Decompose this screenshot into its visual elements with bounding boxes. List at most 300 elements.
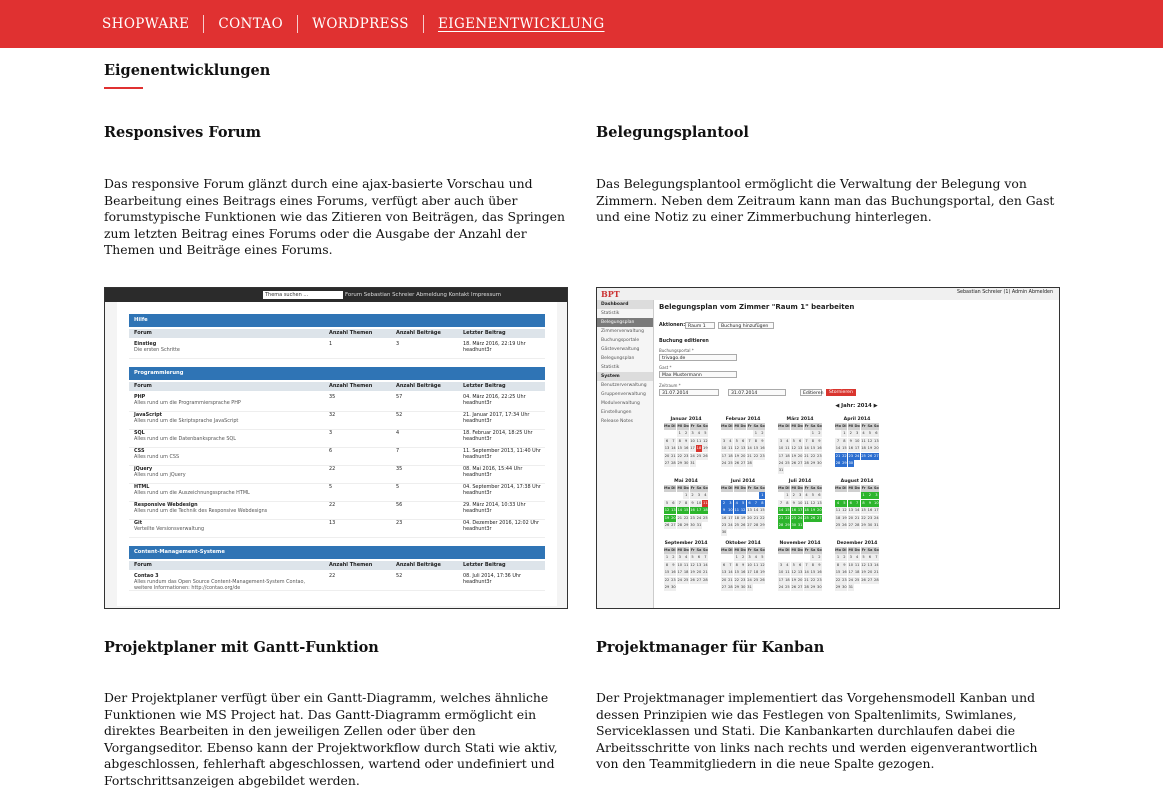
calendar-day[interactable]: 19 bbox=[861, 570, 866, 575]
calendar-day[interactable]: 14 bbox=[804, 570, 809, 575]
calendar-day[interactable]: 25 bbox=[683, 577, 689, 582]
calendar-day[interactable]: 16 bbox=[690, 508, 695, 513]
calendar-day[interactable]: 19 bbox=[734, 453, 740, 458]
calendar-day[interactable]: 14 bbox=[747, 446, 752, 451]
calendar-day[interactable]: 14 bbox=[671, 446, 676, 451]
calendar-day[interactable]: 8 bbox=[735, 562, 738, 567]
calendar-day[interactable]: 30 bbox=[848, 460, 854, 465]
calendar-day[interactable]: 24 bbox=[778, 460, 784, 465]
calendar-day[interactable]: 25 bbox=[703, 515, 708, 520]
calendar-day[interactable]: 29 bbox=[664, 584, 670, 589]
calendar-day[interactable]: 1 bbox=[735, 555, 738, 560]
calendar-day[interactable]: 7 bbox=[672, 438, 675, 443]
calendar-day[interactable]: 27 bbox=[817, 515, 822, 520]
calendar-day[interactable]: 21 bbox=[778, 515, 784, 520]
calendar-day[interactable]: 5 bbox=[792, 438, 795, 443]
calendar-day[interactable]: 13 bbox=[867, 562, 873, 567]
calendar-day[interactable]: 15 bbox=[861, 508, 866, 513]
calendar-day[interactable]: 6 bbox=[799, 438, 802, 443]
calendar-day[interactable]: 23 bbox=[867, 515, 873, 520]
calendar-day[interactable]: 30 bbox=[671, 584, 676, 589]
calendar-day[interactable]: 5 bbox=[691, 555, 694, 560]
calendar-day[interactable]: 15 bbox=[810, 570, 816, 575]
calendar-day[interactable]: 30 bbox=[791, 522, 797, 527]
calendar-day[interactable]: 21 bbox=[804, 453, 809, 458]
calendar-day[interactable]: 23 bbox=[740, 577, 746, 582]
calendar-day[interactable]: 2 bbox=[818, 431, 821, 436]
calendar-day[interactable]: 24 bbox=[690, 453, 695, 458]
calendar-day[interactable]: 19 bbox=[867, 446, 873, 451]
calendar-day[interactable]: 31 bbox=[848, 584, 854, 589]
calendar-day[interactable]: 26 bbox=[740, 522, 746, 527]
calendar-day[interactable]: 10 bbox=[721, 446, 727, 451]
calendar-day[interactable]: 25 bbox=[785, 584, 790, 589]
calendar-day[interactable]: 17 bbox=[854, 446, 860, 451]
calendar-day[interactable]: 14 bbox=[778, 508, 784, 513]
calendar-day[interactable]: 28 bbox=[778, 522, 784, 527]
calendar-day[interactable]: 2 bbox=[722, 500, 726, 505]
calendar-day[interactable]: 8 bbox=[665, 562, 669, 567]
calendar-day[interactable]: 14 bbox=[728, 570, 733, 575]
calendar-day[interactable]: 23 bbox=[817, 577, 822, 582]
calendar-day[interactable]: 14 bbox=[677, 508, 683, 513]
calendar-day[interactable]: 10 bbox=[854, 438, 860, 443]
calendar-day[interactable]: 5 bbox=[843, 500, 846, 505]
calendar-day[interactable]: 20 bbox=[671, 515, 676, 520]
calendar-day[interactable]: 3 bbox=[779, 562, 783, 567]
calendar-day[interactable]: 22 bbox=[835, 577, 841, 582]
calendar-day[interactable]: 13 bbox=[740, 446, 746, 451]
calendar-day[interactable]: 16 bbox=[817, 570, 822, 575]
calendar-day[interactable]: 24 bbox=[778, 584, 784, 589]
calendar-day[interactable]: 10 bbox=[797, 500, 803, 505]
calendar-day[interactable]: 16 bbox=[867, 508, 873, 513]
calendar-day[interactable]: 4 bbox=[735, 500, 738, 505]
calendar-day[interactable]: 17 bbox=[797, 508, 803, 513]
calendar-day[interactable]: 6 bbox=[748, 500, 751, 505]
calendar-day[interactable]: 23 bbox=[683, 453, 689, 458]
calendar-day[interactable]: 20 bbox=[740, 453, 746, 458]
calendar-day[interactable]: 19 bbox=[791, 453, 797, 458]
calendar-day[interactable]: 26 bbox=[690, 577, 695, 582]
calendar-day[interactable]: 23 bbox=[671, 577, 676, 582]
calendar-day[interactable]: 10 bbox=[778, 446, 784, 451]
calendar-day[interactable]: 29 bbox=[810, 460, 816, 465]
calendar-day[interactable]: 16 bbox=[817, 446, 822, 451]
calendar-day[interactable]: 13 bbox=[817, 500, 822, 505]
calendar-day[interactable]: 22 bbox=[785, 515, 790, 520]
calendar-day[interactable]: 13 bbox=[721, 570, 727, 575]
calendar-day[interactable]: 16 bbox=[848, 446, 854, 451]
calendar-day[interactable]: 20 bbox=[874, 446, 879, 451]
calendar-day[interactable]: 11 bbox=[734, 508, 740, 513]
calendar-day[interactable]: 28 bbox=[753, 522, 759, 527]
calendar-day[interactable]: 25 bbox=[854, 577, 860, 582]
calendar-day[interactable]: 27 bbox=[874, 453, 879, 458]
calendar-day[interactable]: 23 bbox=[817, 453, 822, 458]
calendar-day[interactable]: 6 bbox=[868, 555, 872, 560]
calendar-day[interactable]: 23 bbox=[721, 522, 727, 527]
calendar-day[interactable]: 22 bbox=[683, 515, 689, 520]
calendar-day[interactable]: 6 bbox=[849, 500, 852, 505]
calendar-day[interactable]: 18 bbox=[835, 515, 841, 520]
calendar-day[interactable]: 27 bbox=[747, 522, 752, 527]
calendar-day[interactable]: 19 bbox=[664, 515, 670, 520]
calendar-day[interactable]: 17 bbox=[690, 446, 695, 451]
calendar-day[interactable]: 16 bbox=[791, 508, 797, 513]
calendar-day[interactable]: 12 bbox=[760, 562, 765, 567]
calendar-day[interactable]: 16 bbox=[740, 570, 746, 575]
calendar-day[interactable]: 24 bbox=[747, 577, 752, 582]
calendar-day[interactable]: 26 bbox=[842, 522, 847, 527]
calendar-day[interactable]: 18 bbox=[696, 446, 702, 451]
calendar-day[interactable]: 10 bbox=[728, 508, 733, 513]
calendar-day[interactable]: 4 bbox=[805, 493, 808, 498]
calendar-day[interactable]: 30 bbox=[817, 584, 822, 589]
calendar-day[interactable]: 21 bbox=[835, 453, 841, 458]
calendar-day[interactable]: 8 bbox=[754, 438, 758, 443]
calendar-day[interactable]: 5 bbox=[868, 431, 872, 436]
calendar-day[interactable]: 2 bbox=[818, 555, 821, 560]
calendar-day[interactable]: 18 bbox=[804, 508, 809, 513]
calendar-day[interactable]: 24 bbox=[721, 460, 727, 465]
calendar-day[interactable]: 25 bbox=[835, 522, 841, 527]
calendar-day[interactable]: 20 bbox=[817, 508, 822, 513]
calendar-day[interactable]: 20 bbox=[848, 515, 854, 520]
calendar-day[interactable]: 1 bbox=[836, 555, 840, 560]
calendar-day[interactable]: 29 bbox=[785, 522, 790, 527]
calendar-day[interactable]: 29 bbox=[760, 522, 765, 527]
calendar-day[interactable]: 12 bbox=[703, 438, 708, 443]
calendar-day[interactable]: 24 bbox=[728, 522, 733, 527]
calendar-day[interactable]: 5 bbox=[862, 555, 865, 560]
calendar-day[interactable]: 9 bbox=[761, 438, 764, 443]
calendar-day[interactable]: 24 bbox=[797, 515, 803, 520]
calendar-day[interactable]: 3 bbox=[799, 493, 802, 498]
calendar-day[interactable]: 3 bbox=[722, 438, 726, 443]
calendar-day[interactable]: 19 bbox=[740, 515, 746, 520]
calendar-day[interactable]: 17 bbox=[677, 570, 683, 575]
calendar-day[interactable]: 8 bbox=[843, 438, 846, 443]
calendar-day[interactable]: 18 bbox=[785, 577, 790, 582]
calendar-day[interactable]: 9 bbox=[868, 500, 872, 505]
calendar-day[interactable]: 19 bbox=[810, 508, 816, 513]
calendar-day[interactable]: 31 bbox=[690, 460, 695, 465]
calendar-day[interactable]: 6 bbox=[665, 438, 669, 443]
calendar-day[interactable]: 9 bbox=[722, 508, 726, 513]
calendar-day[interactable]: 11 bbox=[804, 500, 809, 505]
calendar-day[interactable]: 4 bbox=[729, 438, 732, 443]
calendar-day[interactable]: 3 bbox=[691, 431, 694, 436]
calendar-day[interactable]: 7 bbox=[748, 438, 751, 443]
calendar-day[interactable]: 19 bbox=[842, 515, 847, 520]
calendar-day[interactable]: 22 bbox=[664, 577, 670, 582]
calendar-day[interactable]: 26 bbox=[810, 515, 816, 520]
calendar-day[interactable]: 1 bbox=[811, 431, 815, 436]
calendar-day[interactable]: 20 bbox=[664, 453, 670, 458]
calendar-day[interactable]: 9 bbox=[672, 562, 675, 567]
calendar-day[interactable]: 19 bbox=[690, 570, 695, 575]
calendar-day[interactable]: 17 bbox=[778, 453, 784, 458]
calendar-day[interactable]: 15 bbox=[683, 508, 689, 513]
calendar-day[interactable]: 6 bbox=[818, 493, 821, 498]
calendar-day[interactable]: 7 bbox=[779, 500, 783, 505]
calendar-day[interactable]: 9 bbox=[742, 562, 745, 567]
calendar-day[interactable]: 15 bbox=[734, 570, 740, 575]
calendar-day[interactable]: 18 bbox=[734, 515, 740, 520]
calendar-day[interactable]: 4 bbox=[862, 431, 865, 436]
calendar-day[interactable]: 25 bbox=[861, 453, 866, 458]
calendar-day[interactable]: 26 bbox=[867, 453, 873, 458]
calendar-day[interactable]: 15 bbox=[760, 508, 765, 513]
calendar-day[interactable]: 2 bbox=[792, 493, 795, 498]
calendar-day[interactable]: 24 bbox=[874, 515, 879, 520]
calendar-day[interactable]: 14 bbox=[835, 446, 841, 451]
calendar-day[interactable]: 28 bbox=[874, 577, 879, 582]
calendar-day[interactable]: 15 bbox=[677, 446, 683, 451]
calendar-day[interactable]: 19 bbox=[703, 446, 708, 451]
planner-screenshot[interactable] bbox=[596, 287, 1060, 609]
calendar-day[interactable]: 27 bbox=[797, 460, 803, 465]
calendar-day[interactable]: 12 bbox=[791, 446, 797, 451]
calendar-day[interactable]: 26 bbox=[664, 522, 670, 527]
calendar-day[interactable]: 30 bbox=[683, 460, 689, 465]
calendar-day[interactable]: 3 bbox=[697, 493, 701, 498]
calendar-day[interactable]: 21 bbox=[728, 577, 733, 582]
calendar-day[interactable]: 27 bbox=[740, 460, 746, 465]
calendar-day[interactable]: 1 bbox=[862, 493, 865, 498]
calendar-day[interactable]: 23 bbox=[791, 515, 797, 520]
calendar-day[interactable]: 28 bbox=[671, 460, 676, 465]
calendar-day[interactable]: 8 bbox=[862, 500, 865, 505]
calendar-day[interactable]: 28 bbox=[835, 460, 841, 465]
calendar-day[interactable]: 2 bbox=[761, 431, 764, 436]
calendar-day[interactable]: 16 bbox=[721, 515, 727, 520]
calendar-day[interactable]: 13 bbox=[747, 508, 752, 513]
calendar-day[interactable]: 21 bbox=[804, 577, 809, 582]
calendar-day[interactable]: 12 bbox=[734, 446, 740, 451]
calendar-day[interactable]: 21 bbox=[677, 515, 683, 520]
calendar-day[interactable]: 21 bbox=[874, 570, 879, 575]
calendar-day[interactable]: 16 bbox=[683, 446, 689, 451]
calendar-day[interactable]: 14 bbox=[804, 446, 809, 451]
calendar-day[interactable]: 25 bbox=[734, 522, 740, 527]
calendar-day[interactable]: 8 bbox=[761, 500, 764, 505]
calendar-day[interactable]: 21 bbox=[703, 570, 708, 575]
calendar-day[interactable]: 31 bbox=[778, 468, 784, 473]
calendar-day[interactable]: 2 bbox=[868, 493, 872, 498]
calendar-day[interactable]: 4 bbox=[836, 500, 840, 505]
calendar-day[interactable]: 18 bbox=[854, 570, 860, 575]
calendar-day[interactable]: 14 bbox=[703, 562, 708, 567]
calendar-day[interactable]: 26 bbox=[734, 460, 740, 465]
calendar-day[interactable]: 13 bbox=[696, 562, 702, 567]
calendar-day[interactable]: 3 bbox=[729, 500, 732, 505]
calendar-day[interactable]: 11 bbox=[785, 570, 790, 575]
calendar-day[interactable]: 3 bbox=[875, 493, 878, 498]
calendar-day[interactable]: 5 bbox=[742, 500, 745, 505]
calendar-day[interactable]: 7 bbox=[678, 500, 681, 505]
calendar-day[interactable]: 5 bbox=[792, 562, 795, 567]
calendar-day[interactable]: 22 bbox=[734, 577, 740, 582]
calendar-day[interactable]: 1 bbox=[761, 493, 764, 498]
calendar-day[interactable]: 12 bbox=[867, 438, 873, 443]
calendar-day[interactable]: 2 bbox=[742, 555, 745, 560]
calendar-day[interactable]: 13 bbox=[848, 508, 854, 513]
calendar-day[interactable]: 22 bbox=[753, 453, 759, 458]
calendar-day[interactable]: 31 bbox=[874, 522, 879, 527]
calendar-day[interactable]: 17 bbox=[848, 570, 854, 575]
calendar-day[interactable]: 31 bbox=[696, 522, 702, 527]
calendar-day[interactable]: 7 bbox=[875, 555, 878, 560]
calendar-day[interactable]: 25 bbox=[804, 515, 809, 520]
calendar-day[interactable]: 11 bbox=[854, 562, 860, 567]
calendar-day[interactable]: 3 bbox=[856, 431, 859, 436]
calendar-day[interactable]: 1 bbox=[685, 493, 688, 498]
calendar-day[interactable]: 10 bbox=[848, 562, 854, 567]
calendar-day[interactable]: 7 bbox=[805, 438, 808, 443]
calendar-day[interactable]: 11 bbox=[753, 562, 759, 567]
calendar-day[interactable]: 17 bbox=[778, 577, 784, 582]
calendar-day[interactable]: 11 bbox=[835, 508, 841, 513]
calendar-day[interactable]: 6 bbox=[742, 438, 745, 443]
calendar-day[interactable]: 31 bbox=[797, 522, 803, 527]
calendar-day[interactable]: 28 bbox=[804, 460, 809, 465]
calendar-day[interactable]: 6 bbox=[875, 431, 878, 436]
calendar-day[interactable]: 15 bbox=[753, 446, 759, 451]
calendar-day[interactable]: 4 bbox=[856, 555, 859, 560]
calendar-day[interactable]: 2 bbox=[685, 431, 688, 436]
calendar-day[interactable]: 9 bbox=[818, 438, 821, 443]
calendar-day[interactable]: 7 bbox=[805, 562, 808, 567]
calendar-day[interactable]: 1 bbox=[811, 555, 815, 560]
calendar-day[interactable]: 11 bbox=[728, 446, 733, 451]
calendar-day[interactable]: 15 bbox=[785, 508, 790, 513]
calendar-day[interactable]: 7 bbox=[836, 438, 840, 443]
calendar-day[interactable]: 4 bbox=[754, 555, 758, 560]
calendar-day[interactable]: 9 bbox=[849, 438, 852, 443]
calendar-day[interactable]: 18 bbox=[861, 446, 866, 451]
calendar-day[interactable]: 13 bbox=[797, 570, 803, 575]
calendar-day[interactable]: 24 bbox=[677, 577, 683, 582]
calendar-day[interactable]: 9 bbox=[843, 562, 846, 567]
calendar-day[interactable]: 10 bbox=[747, 562, 752, 567]
calendar-day[interactable]: 12 bbox=[664, 508, 670, 513]
calendar-day[interactable]: 6 bbox=[672, 500, 675, 505]
calendar-day[interactable]: 23 bbox=[842, 577, 847, 582]
calendar-day[interactable]: 14 bbox=[854, 508, 860, 513]
calendar-day[interactable]: 12 bbox=[861, 562, 866, 567]
calendar-day[interactable]: 17 bbox=[696, 508, 702, 513]
calendar-day[interactable]: 1 bbox=[843, 431, 846, 436]
calendar-day[interactable]: 26 bbox=[791, 584, 797, 589]
calendar-day[interactable]: 8 bbox=[678, 438, 681, 443]
calendar-day[interactable]: 28 bbox=[854, 522, 860, 527]
nav-item-contao[interactable]: CONTAO bbox=[203, 15, 297, 33]
nav-item-shopware[interactable]: SHOPWARE bbox=[102, 16, 190, 32]
calendar-day[interactable]: 9 bbox=[792, 500, 795, 505]
calendar-day[interactable]: 7 bbox=[729, 562, 732, 567]
calendar-day[interactable]: 6 bbox=[722, 562, 726, 567]
calendar-day[interactable]: 6 bbox=[697, 555, 701, 560]
calendar-day[interactable]: 2 bbox=[691, 493, 694, 498]
nav-item-eigenentwicklung[interactable]: EIGENENTWICKLUNG bbox=[423, 15, 619, 33]
nav-item-wordpress[interactable]: WORDPRESS bbox=[297, 15, 423, 33]
calendar-day[interactable]: 27 bbox=[671, 522, 676, 527]
calendar-day[interactable]: 28 bbox=[728, 584, 733, 589]
calendar-day[interactable]: 25 bbox=[696, 453, 702, 458]
calendar-day[interactable]: 5 bbox=[735, 438, 738, 443]
calendar-day[interactable]: 21 bbox=[854, 515, 860, 520]
calendar-day[interactable]: 3 bbox=[779, 438, 783, 443]
calendar-day[interactable]: 20 bbox=[797, 577, 803, 582]
calendar-day[interactable]: 19 bbox=[791, 577, 797, 582]
calendar-day[interactable]: 28 bbox=[747, 460, 752, 465]
calendar-day[interactable]: 4 bbox=[685, 555, 688, 560]
calendar-day[interactable]: 11 bbox=[696, 438, 702, 443]
calendar-day[interactable]: 12 bbox=[810, 500, 816, 505]
calendar-day[interactable]: 8 bbox=[836, 562, 840, 567]
calendar-day[interactable]: 27 bbox=[664, 460, 670, 465]
calendar-day[interactable]: 12 bbox=[842, 508, 847, 513]
calendar-day[interactable]: 21 bbox=[753, 515, 759, 520]
calendar-day[interactable]: 3 bbox=[678, 555, 681, 560]
calendar-day[interactable]: 30 bbox=[817, 460, 822, 465]
calendar-day[interactable]: 18 bbox=[683, 570, 689, 575]
calendar-day[interactable]: 29 bbox=[835, 584, 841, 589]
calendar-day[interactable]: 27 bbox=[848, 522, 854, 527]
calendar-day[interactable]: 24 bbox=[848, 577, 854, 582]
calendar-day[interactable]: 18 bbox=[753, 570, 759, 575]
calendar-day[interactable]: 18 bbox=[728, 453, 733, 458]
calendar-day[interactable]: 8 bbox=[685, 500, 688, 505]
calendar-day[interactable]: 5 bbox=[704, 431, 707, 436]
calendar-day[interactable]: 12 bbox=[791, 570, 797, 575]
calendar-day[interactable]: 13 bbox=[664, 446, 670, 451]
calendar-day[interactable]: 20 bbox=[797, 453, 803, 458]
calendar-day[interactable]: 17 bbox=[874, 508, 879, 513]
calendar-day[interactable]: 31 bbox=[747, 584, 752, 589]
calendar-day[interactable]: 10 bbox=[696, 500, 702, 505]
calendar-day[interactable]: 1 bbox=[678, 431, 681, 436]
calendar-day[interactable]: 30 bbox=[690, 522, 695, 527]
calendar-day[interactable]: 4 bbox=[704, 493, 707, 498]
calendar-day[interactable]: 2 bbox=[843, 555, 846, 560]
calendar-day[interactable]: 16 bbox=[760, 446, 765, 451]
calendar-day[interactable]: 30 bbox=[740, 584, 746, 589]
calendar-day[interactable]: 22 bbox=[842, 453, 847, 458]
calendar-day[interactable]: 26 bbox=[703, 453, 708, 458]
calendar-day[interactable]: 15 bbox=[835, 570, 841, 575]
calendar-day[interactable]: 21 bbox=[671, 453, 676, 458]
calendar-day[interactable]: 8 bbox=[811, 438, 815, 443]
calendar-day[interactable]: 24 bbox=[696, 515, 702, 520]
calendar-day[interactable]: 30 bbox=[867, 522, 873, 527]
calendar-day[interactable]: 22 bbox=[760, 515, 765, 520]
calendar-day[interactable]: 29 bbox=[810, 584, 816, 589]
calendar-day[interactable]: 4 bbox=[697, 431, 701, 436]
calendar-day[interactable]: 4 bbox=[786, 438, 789, 443]
calendar-day[interactable]: 28 bbox=[703, 577, 708, 582]
calendar-day[interactable]: 22 bbox=[810, 453, 816, 458]
forum-screenshot[interactable] bbox=[104, 287, 568, 609]
calendar-day[interactable]: 15 bbox=[842, 446, 847, 451]
calendar-day[interactable]: 15 bbox=[664, 570, 670, 575]
calendar-day[interactable]: 23 bbox=[760, 453, 765, 458]
calendar-day[interactable]: 23 bbox=[690, 515, 695, 520]
calendar-day[interactable]: 23 bbox=[848, 453, 854, 458]
calendar-day[interactable]: 5 bbox=[811, 493, 815, 498]
